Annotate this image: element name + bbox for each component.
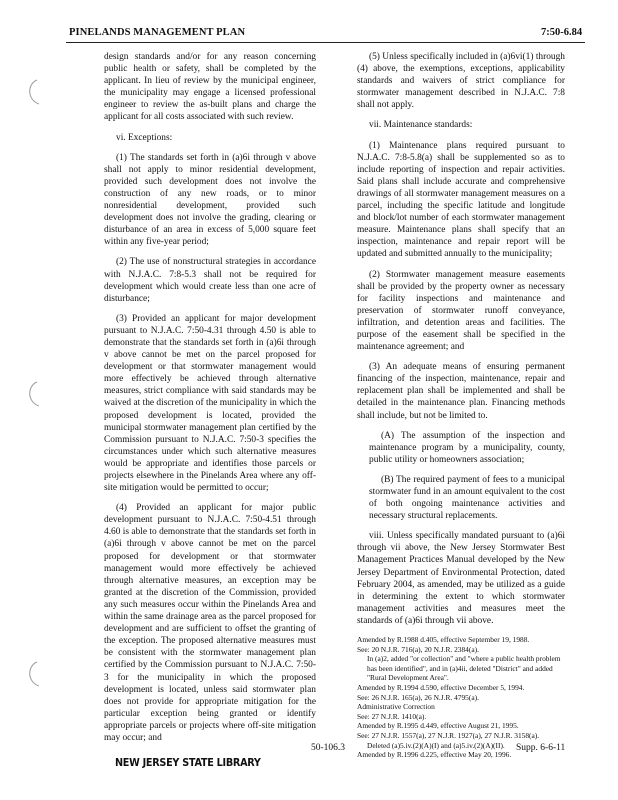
right-column	[357, 51, 565, 760]
supplement-date: Supp. 6-6-11	[516, 743, 566, 753]
history-note: In (a)2, added "or collection" and "where a public health problem has been identified", and in (a)4ii, deleted "District" and added "Rural Development Area".	[367, 654, 561, 683]
running-header-title: PINELANDS MANAGEMENT PLAN	[69, 27, 246, 38]
history-note: Amended by R.1995 d.449, effective August 21, 1995.	[357, 721, 519, 731]
history-note: Amended by R.1994 d.590, effective December 5, 1994.	[357, 683, 525, 692]
paragraph-exception-1: (1) The standards set forth in (a)6i through v above shall not apply to minor residential development, provided such development does not involve the construction of any new roads, or to minor nonresidential development, provided such development does not involve the grading, clearing or disturbance of an area in excess of 5,000 square feet within any five-year period;	[104, 152, 316, 248]
paragraph-viii: viii. Unless specifically mandated pursuant to (a)6i through vii above, the New Jersey Stormwater Best Management Practices Manual developed by the New Jersey Department of Environmental Protection, dated February 2004, as amended, may be utilized as a guide in determining the extent to which stormwater management activities and measures meet the standards of (a)6i through vii above.	[357, 531, 565, 626]
header-rule	[66, 42, 585, 43]
history-note: Amended by R.1988 d.405, effective September 19, 1988.	[357, 635, 530, 645]
paragraph-exception-5: (5) Unless specifically included in (a)6vi(1) through (4) above, the exemptions, exceptions, applicability standards and waivers of strict compliance for stormwater management described in N.J.A.C. 7:8 shall not apply.	[357, 52, 565, 111]
paragraph-maintenance-3a: (A) The assumption of the inspection and maintenance program by a municipality, county, public utility or homeowners association;	[369, 430, 565, 465]
subsection-heading-maintenance: vii. Maintenance standards:	[369, 120, 473, 131]
history-note: See: 27 N.J.R. 1410(a).	[357, 711, 427, 721]
binder-hole-mark	[23, 380, 45, 410]
history-note: See: 26 N.J.R. 165(a), 26 N.J.R. 4795(a).	[357, 692, 479, 702]
library-stamp: NEW JERSEY STATE LIBRARY	[115, 757, 261, 769]
history-note: Deleted (a)5.iv.(2)(A)(I) and (a)5.iv.(2)(A)(II).	[367, 740, 505, 750]
paragraph-maintenance-2: (2) Stormwater management measure easements shall be provided by the property owner as necessary for facility inspections and maintenance and preservation of stormwater runoff conveyance, infiltration, and detention areas and facilities. The purpose of the easement shall be specified in the maintenance agreement; and	[357, 269, 565, 353]
history-notes	[357, 635, 565, 760]
paragraph-exception-3: (3) Provided an applicant for major development pursuant to N.J.A.C. 7:50-4.31 through 4.50 is able to demonstrate that the standards set forth in (a)6i through v above cannot be met on the parcel proposed for development or that stormwater management would more effectively be achieved through alternative measures, strict compliance with said standards may be waived at the discretion of the municipality in which the proposed development is located, provided the municipal stormwater management plan certified by the Commission pursuant to N.J.A.C. 7:50-3 specifies the circumstances under which such alternative measures would be appropriate and identifies those parcels or projects elsewhere in the Pinelands Area where any off-site mitigation would be permitted to occur;	[104, 313, 316, 494]
binder-hole-mark	[23, 660, 45, 690]
paragraph-maintenance-1: (1) Maintenance plans required pursuant to N.J.A.C. 7:8-5.8(a) shall be supplemented so as to include reporting of inspection and repair activities. Said plans shall include accurate and comprehensive drawings of all stormwater management measures on a parcel, including the specific latitude and longitude and block/lot number of each stormwater management measure. Maintenance plans shall specify that an inspection, maintenance and repair report will be updated and submitted annually to the municipality;	[357, 140, 565, 260]
paragraph-continuation: design standards and/or for any reason concerning public health or safety, shall be completed by the applicant. In lieu of review by the municipal engineer, the municipality may engage a licensed professional engineer to review the as-built plans and charge the applicant for all costs associated with such review.	[104, 52, 316, 123]
history-note: See: 27 N.J.R. 1557(a), 27 N.J.R. 1927(a), 27 N.J.R. 3158(a).	[357, 730, 540, 740]
paragraph-maintenance-3b: (B) The required payment of fees to a municipal stormwater fund in an amount equivalent to the cost of both ongoing maintenance activities and necessary structural replacements.	[369, 474, 565, 522]
paragraph-exception-4: (4) Provided an applicant for major public development pursuant to N.J.A.C. 7:50-4.51 through 4.60 is able to demonstrate that the standards set forth in (a)6i through v above cannot be met on the parcel proposed for development or that stormwater management would more effectively be achieved through alternative measures, an exception may be granted at the discretion of the Commission, provided any such measures occur within the Pinelands Area and within the same drainage area as the parcel proposed for development and are sufficient to offset the granting of the exception. The proposed alternative measures must be consistent with the stormwater management plan certified by the Commission pursuant to N.J.A.C. 7:50-3 for the municipality in which the proposed development is located, unless said stormwater plan does not provide for appropriate mitigation for the particular exception being granted or identify appropriate parcels or projects where off-site mitigation may occur; and	[104, 503, 316, 743]
binder-hole-mark	[23, 78, 45, 108]
left-column	[104, 51, 316, 752]
history-note: Administrative Correction	[357, 702, 435, 712]
history-note: Amended by R.1996 d.225, effective May 20, 1996.	[357, 750, 512, 760]
history-note: See: 20 N.J.R. 716(a), 20 N.J.R. 2384(a).	[357, 644, 479, 654]
subsection-heading-exceptions: vi. Exceptions:	[116, 132, 173, 143]
page-number: 50-106.3	[311, 743, 346, 753]
paragraph-maintenance-3: (3) An adequate means of ensuring permanent financing of the inspection, maintenance, repair and replacement plan shall be implemented and shall be detailed in the maintenance plan. Financing methods shall include, but not be limited to.	[357, 362, 565, 421]
paragraph-exception-2: (2) The use of nonstructural strategies in accordance with N.J.A.C. 7:8-5.3 shall not be required for development which would create less than one acre of disturbance;	[104, 257, 316, 304]
running-header-section: 7:50-6.84	[541, 27, 583, 38]
